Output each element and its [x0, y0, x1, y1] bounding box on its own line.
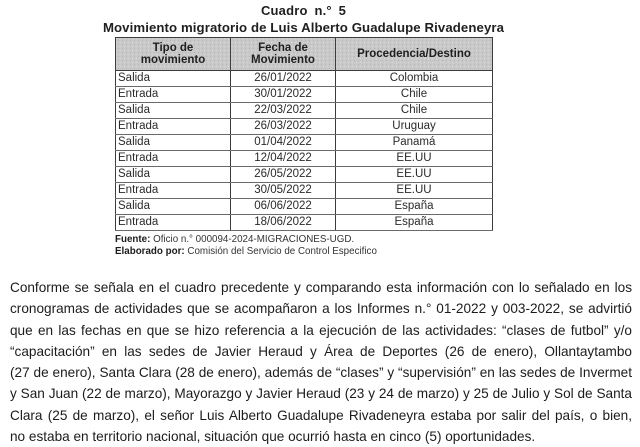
source-value: Oficio n.° 000094-2024-MIGRACIONES-UGD.	[153, 234, 355, 245]
paragraph-line: Clara (25 de marzo), el señor Luis Alberto Guadalupe Rivadeneyra estaba por salir del país, o bien,	[10, 407, 632, 423]
cell-destino: Panamá	[336, 135, 493, 151]
cell-destino: España	[336, 199, 493, 215]
table-footnotes	[115, 234, 640, 258]
cell-tipo: Entrada	[116, 151, 231, 167]
source-label: Fuente:	[115, 234, 151, 245]
cell-fecha: 18/06/2022	[231, 215, 336, 231]
cell-destino: Chile	[336, 103, 493, 119]
source-note	[115, 234, 640, 246]
table-caption	[0, 0, 607, 35]
table-row	[116, 135, 493, 151]
table-row	[116, 183, 493, 199]
paragraph-line: no estaba en territorio nacional, situación que ocurrió hasta en cinco (5) oportunidades.	[10, 429, 536, 445]
paragraph-line: cronogramas de actividades que se acompañaron a los Informes n.° 01-2022 y 003-2022, se advirtió	[10, 301, 632, 317]
table-row	[116, 199, 493, 215]
paragraph-line: y San Juan (22 de marzo), Mayorazgo y Javier Heraud (23 y 24 de marzo) y 25 de Julio y Sol de Santa	[10, 386, 632, 402]
prepared-by-label: Elaborado por:	[115, 246, 185, 257]
paragraph-line: Conforme se señala en el cuadro precedente y comparando esta información con lo señalado en los	[10, 280, 632, 295]
cell-fecha: 22/03/2022	[231, 103, 336, 119]
migration-table	[115, 37, 493, 231]
cell-tipo: Entrada	[116, 87, 231, 103]
header-row	[116, 38, 493, 71]
cell-destino: Chile	[336, 87, 493, 103]
prepared-by-note	[115, 246, 640, 258]
cell-tipo: Entrada	[116, 215, 231, 231]
paragraph-line: que en las fechas en que se hizo referencia a la ejecución de las actividades: “clases de futbol” y/o	[10, 322, 632, 338]
cell-destino: Uruguay	[336, 119, 493, 135]
cell-destino: EE.UU	[336, 167, 493, 183]
cell-tipo: Salida	[116, 71, 231, 87]
cell-tipo: Salida	[116, 103, 231, 119]
table-row	[116, 103, 493, 119]
prepared-by-value: Comisión del Servicio de Control Especifico	[187, 246, 377, 257]
table-caption-title: Movimiento migratorio de Luis Alberto Guadalupe Rivadeneyra	[102, 20, 505, 35]
cell-tipo: Salida	[116, 167, 231, 183]
table-row	[116, 151, 493, 167]
body-paragraph	[10, 277, 632, 447]
cell-fecha: 01/04/2022	[231, 135, 336, 151]
cell-fecha: 30/05/2022	[231, 183, 336, 199]
cell-tipo: Salida	[116, 135, 231, 151]
paragraph-line: (27 de enero), Santa Clara (28 de enero), además de “clases” y “supervisión” en las sedes de Invermet	[10, 365, 632, 381]
cell-tipo: Entrada	[116, 119, 231, 135]
table-row	[116, 215, 493, 231]
cell-fecha: 26/01/2022	[231, 71, 336, 87]
cell-fecha: 06/06/2022	[231, 199, 336, 215]
table-row	[116, 119, 493, 135]
table-row	[116, 167, 493, 183]
cell-fecha: 30/01/2022	[231, 87, 336, 103]
cell-destino: EE.UU	[336, 151, 493, 167]
cell-destino: España	[336, 215, 493, 231]
table-caption-number: Cuadro n.° 5	[260, 3, 347, 18]
cell-fecha: 26/03/2022	[231, 119, 336, 135]
cell-fecha: 12/04/2022	[231, 151, 336, 167]
column-header-procedencia: Procedencia/Destino	[336, 38, 493, 71]
column-header-tipo: Tipo de movimiento	[116, 38, 231, 71]
column-header-fecha: Fecha de Movimiento	[231, 38, 336, 71]
cell-fecha: 26/05/2022	[231, 167, 336, 183]
table-row	[116, 87, 493, 103]
table-row	[116, 71, 493, 87]
cell-destino: EE.UU	[336, 183, 493, 199]
cell-tipo: Salida	[116, 199, 231, 215]
paragraph-line: “capacitación” en las sedes de Javier Heraud y Área de Deportes (26 de enero), Ollantaytambo	[10, 343, 632, 359]
cell-destino: Colombia	[336, 71, 493, 87]
cell-tipo: Entrada	[116, 183, 231, 199]
